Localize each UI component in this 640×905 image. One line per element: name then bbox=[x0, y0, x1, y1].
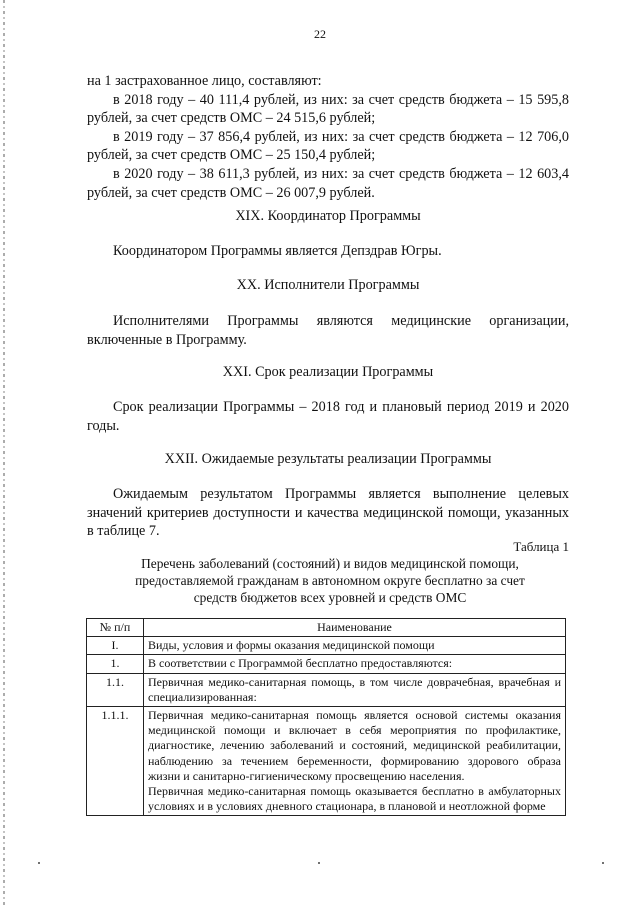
intro-block bbox=[87, 72, 569, 202]
row-num: 1.1.1. bbox=[87, 707, 144, 816]
row-text: Первичная медико-санитарная помощь является основой системы оказания медицинской помощи и включает в себя мероприятия по профилактике, диагностике, лечению заболеваний и состояний, медицинской реабилитации, наблюдению за течением беременности, формированию здорового образа жизни и санитарно-гигиеническому просвещению населения. bbox=[148, 708, 561, 783]
section-heading: XX. Исполнители Программы bbox=[236, 277, 420, 293]
section-22 bbox=[87, 450, 569, 469]
row-text-continued: Первичная медико-санитарная помощь оказывается бесплатно в амбулаторных условиях и в условиях дневного стационара, в плановой и неотложной форме bbox=[148, 784, 561, 814]
header-name: Наименование bbox=[144, 619, 566, 637]
row-num: 1. bbox=[87, 655, 144, 673]
intro-2019: в 2019 году – 37 856,4 рублей, из них: за счет средств бюджета – 12 706,0 рублей, за счет средств ОМС – 25 150,4 рублей; bbox=[87, 128, 569, 164]
scan-speck bbox=[38, 862, 40, 864]
section-text: Координатором Программы является Депздрав Югры. bbox=[113, 243, 442, 259]
section-text: Исполнителями Программы являются медицинские организации, включенные в Программу. bbox=[87, 313, 569, 348]
section-21-body bbox=[87, 398, 569, 435]
row-text: В соответствии с Программой бесплатно предоставляются: bbox=[144, 655, 566, 673]
row-num: 1.1. bbox=[87, 673, 144, 706]
scan-edge bbox=[3, 0, 5, 905]
table-row bbox=[87, 655, 566, 673]
section-heading: XIX. Координатор Программы bbox=[235, 208, 421, 224]
table-row bbox=[87, 637, 566, 655]
table-row bbox=[87, 673, 566, 706]
section-text: Срок реализации Программы – 2018 год и плановый период 2019 и 2020 годы. bbox=[87, 399, 569, 434]
table-label: Таблица 1 bbox=[513, 539, 569, 554]
row-num: I. bbox=[87, 637, 144, 655]
services-table bbox=[86, 618, 566, 816]
section-19-body bbox=[87, 242, 569, 261]
section-20 bbox=[87, 276, 569, 295]
row-text: Первичная медико-санитарная помощь, в том числе доврачебная, врачебная и специализированная: bbox=[144, 673, 566, 706]
scan-speck bbox=[602, 862, 604, 864]
table-row bbox=[87, 707, 566, 816]
page-number: 22 bbox=[314, 27, 326, 41]
section-21 bbox=[87, 363, 569, 382]
intro-2020: в 2020 году – 38 611,3 рублей, из них: за счет средств бюджета – 12 603,4 рублей, за счет средств ОМС – 26 007,9 рублей. bbox=[87, 165, 569, 201]
intro-2018: в 2018 году – 40 111,4 рублей, из них: за счет средств бюджета – 15 595,8 рублей, за счет средств ОМС – 24 515,6 рублей; bbox=[87, 91, 569, 127]
intro-lead: на 1 застрахованное лицо, составляют: bbox=[87, 73, 322, 89]
section-heading: XXI. Срок реализации Программы bbox=[222, 364, 434, 380]
row-text: Виды, условия и формы оказания медицинской помощи bbox=[144, 637, 566, 655]
section-22-body bbox=[87, 485, 569, 541]
header-num: № п/п bbox=[87, 619, 144, 637]
table-caption: Перечень заболеваний (состояний) и видов медицинской помощи, предоставляемой гражданам в автономном округе бесплатно за счет средств бюджетов всех уровней и средств ОМС bbox=[135, 556, 525, 605]
table-caption-block bbox=[135, 555, 525, 606]
table-label-block bbox=[87, 538, 569, 557]
table-header-row bbox=[87, 619, 566, 637]
section-19 bbox=[87, 207, 569, 226]
section-20-body bbox=[87, 312, 569, 349]
scan-speck bbox=[318, 862, 320, 864]
row-text-cell bbox=[144, 707, 566, 816]
section-text: Ожидаемым результатом Программы является выполнение целевых значений критериев доступности и качества медицинской помощи, указанных в таблице 7. bbox=[87, 486, 569, 540]
section-heading: XXII. Ожидаемые результаты реализации Программы bbox=[164, 451, 492, 467]
